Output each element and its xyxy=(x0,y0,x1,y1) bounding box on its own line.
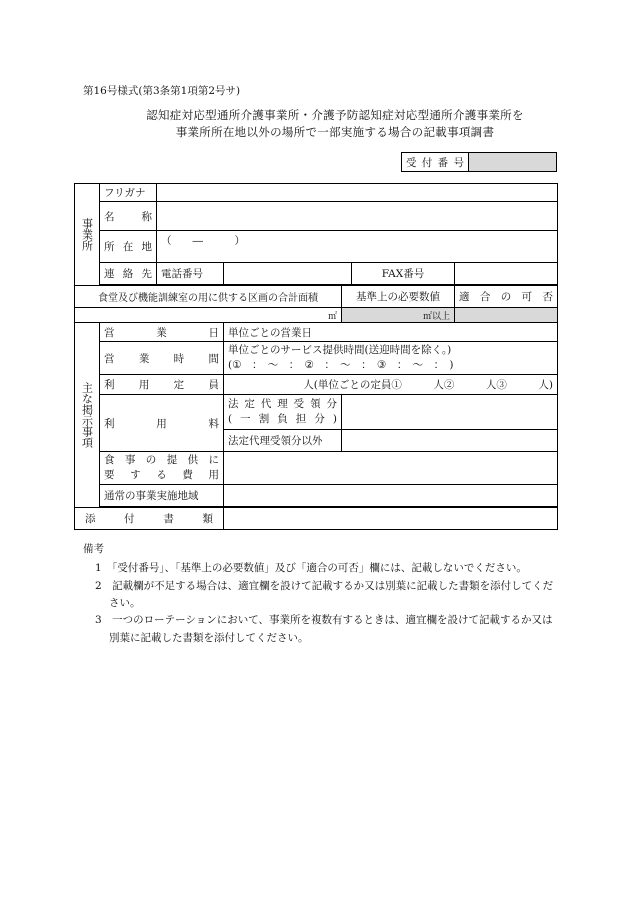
fee-other-label: 法定代理受領分以外 xyxy=(224,430,342,452)
compliance-field xyxy=(455,308,558,323)
phone-label: 電話番号 xyxy=(157,263,224,285)
furigana-field[interactable] xyxy=(157,184,558,202)
fee-label: 利用料 xyxy=(100,395,224,452)
fee-other-field[interactable] xyxy=(342,430,558,452)
compliance-label: 適合の可否 xyxy=(455,286,558,308)
phone-field[interactable] xyxy=(224,263,352,285)
attachments-field[interactable] xyxy=(224,508,558,530)
application-form-table xyxy=(74,183,558,530)
main-items-header: 主な掲示事項 xyxy=(75,323,100,508)
business-hours-hint: 単位ごとのサービス提供時間(送迎時間を除く。) xyxy=(228,344,452,357)
business-days-label: 営業日 xyxy=(100,323,224,342)
meal-cost-label xyxy=(100,452,224,485)
required-value-label: 基準上の必要数値 xyxy=(342,286,455,308)
meal-cost-line2: 要する費用 xyxy=(104,469,219,481)
fax-field[interactable] xyxy=(455,263,558,285)
fee-statutory-field[interactable] xyxy=(342,395,558,430)
address-label: 所在地 xyxy=(100,231,157,263)
business-hours-slots: (① ： ～ ： ② ： ～ ： ③ ： ～ ： ) xyxy=(228,359,454,371)
area-unit: ㎡ xyxy=(327,311,337,322)
office-section-header: 事業所 xyxy=(75,184,100,286)
note-2: 2 記載欄が不足する場合は、適宜欄を設けて記載するか又は別葉に記載した書類を添付してください。 xyxy=(95,579,554,609)
contact-label: 連絡先 xyxy=(100,263,157,285)
receipt-number-box xyxy=(401,152,557,172)
service-region-field[interactable] xyxy=(224,485,558,507)
capacity-label: 利用定員 xyxy=(100,375,224,395)
office-name-label: 名 称 xyxy=(100,202,157,231)
business-hours-label: 営業時間 xyxy=(100,342,224,375)
office-name-field[interactable] xyxy=(157,202,558,231)
area-label: 食堂及び機能訓練室の用に供する区画の合計面積 xyxy=(75,286,342,308)
business-days-field[interactable] xyxy=(224,323,558,342)
fee-statutory-line1: 法定代理受領分 xyxy=(228,398,337,411)
notes-section xyxy=(83,541,563,647)
receipt-number-label: 受付番号 xyxy=(402,153,469,172)
postal-code-template: （ ― ） xyxy=(161,235,245,247)
business-hours-field[interactable] xyxy=(224,342,558,375)
note-1: 1 「受付番号」、「基準上の必要数値」及び「適合の可否」欄には、記載しないでください。 xyxy=(95,562,527,575)
address-field[interactable] xyxy=(157,231,558,263)
document-title-line2: 事業所所在地以外の場所で一部実施する場合の記載事項調書 xyxy=(175,125,495,139)
fee-statutory-label xyxy=(224,395,342,430)
fee-statutory-line2: (一割負担分) xyxy=(228,413,337,425)
notes-label: 備考 xyxy=(83,543,104,555)
note-3: 3 一つのローテーションにおいて、事業所を複数有するときは、適宜欄を設けて記載するか又は別葉に記載した書類を添付してください。 xyxy=(95,614,553,644)
meal-cost-field[interactable] xyxy=(224,452,558,485)
capacity-template: 人(単位ごとの定員① 人② 人③ 人) xyxy=(303,379,553,391)
receipt-number-field[interactable] xyxy=(469,153,557,172)
meal-cost-line1: 食事の提供に xyxy=(104,454,219,467)
required-unit: ㎡以上 xyxy=(422,311,450,322)
capacity-field[interactable] xyxy=(224,375,558,395)
fax-label: FAX番号 xyxy=(352,263,455,285)
form-number: 第16号様式(第3条第1項第2号サ) xyxy=(83,85,241,97)
required-value-field xyxy=(342,308,455,323)
business-days-hint: 単位ごとの営業日 xyxy=(228,326,312,339)
service-region-label: 通常の事業実施地域 xyxy=(100,485,224,507)
document-title-line1: 認知症対応型通所介護事業所・介護予防認知症対応型通所介護事業所を xyxy=(146,108,524,122)
area-field[interactable] xyxy=(75,308,342,323)
furigana-label: フリガナ xyxy=(100,184,157,202)
attachments-label: 添付書類 xyxy=(75,508,224,530)
